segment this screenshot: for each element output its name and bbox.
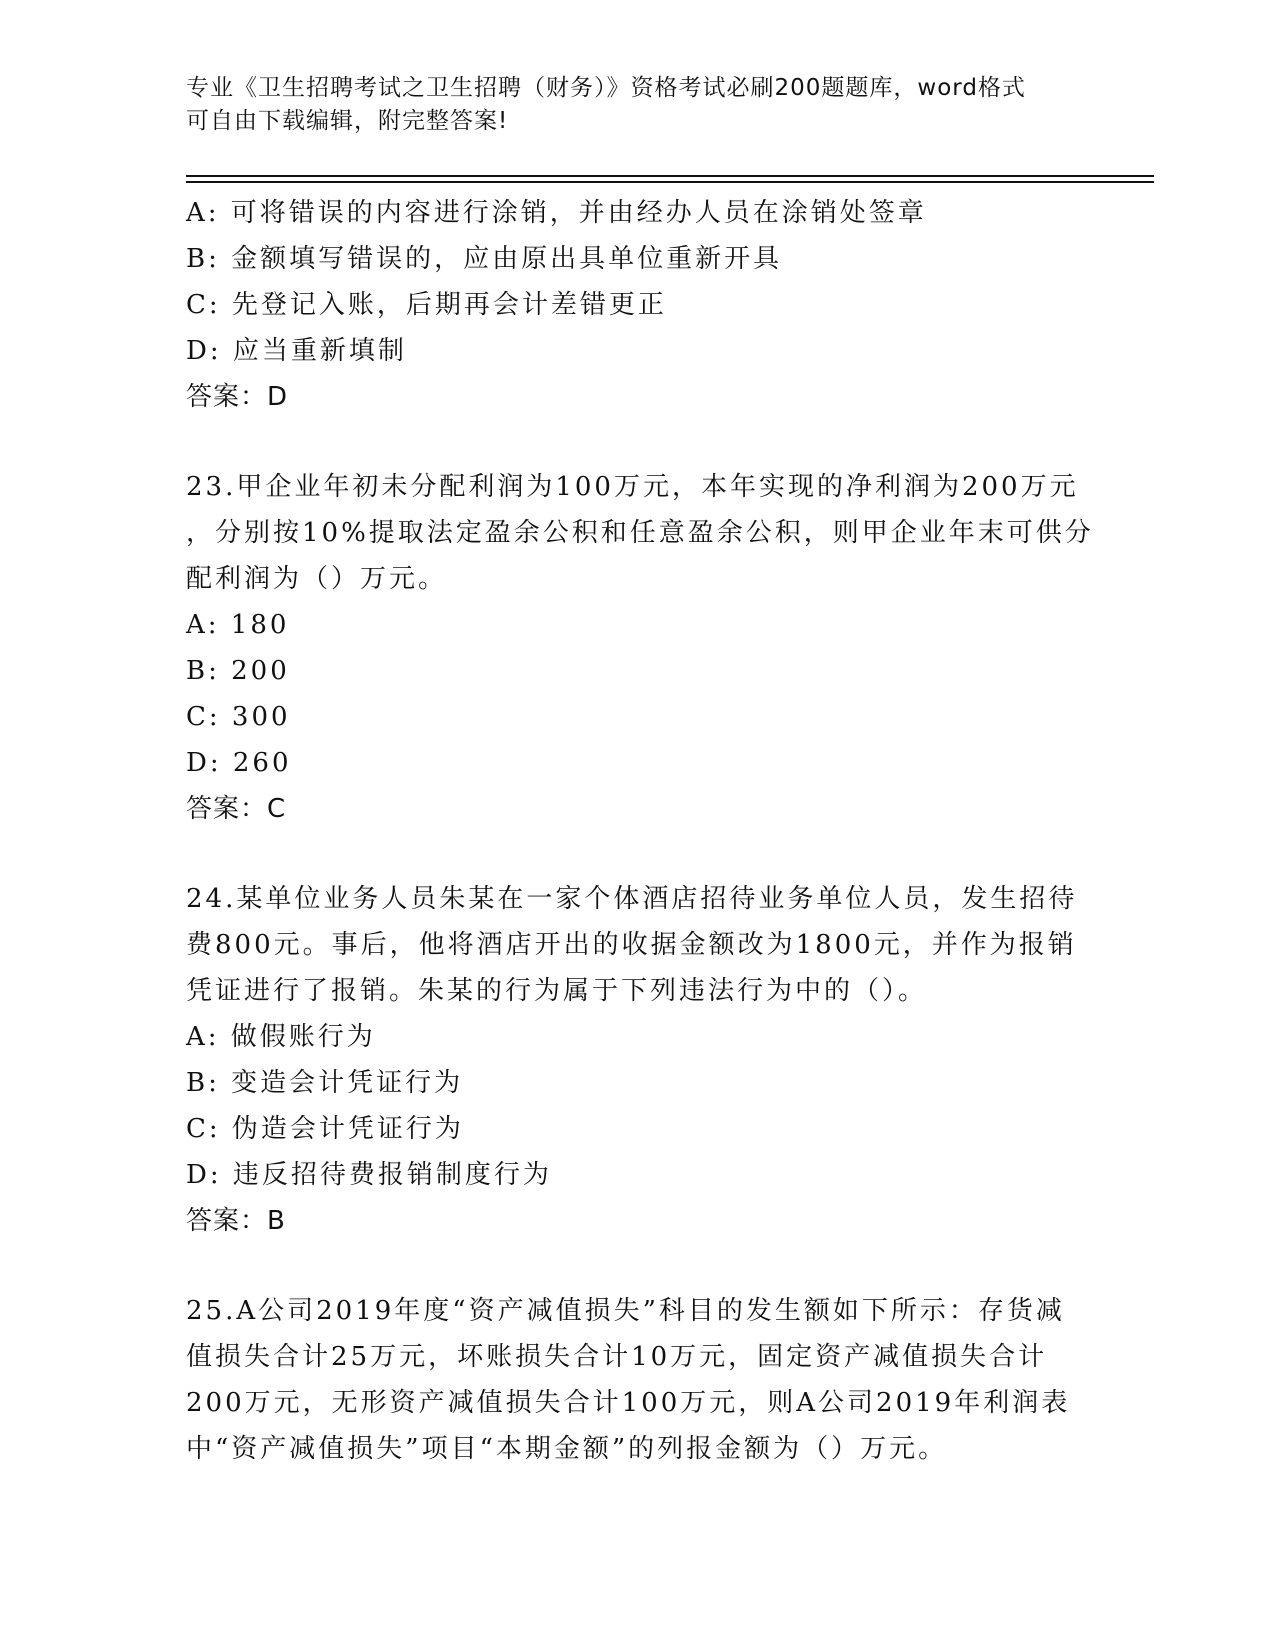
- q25-stem-line: 中“资产减值损失”项目“本期金额”的列报金额为（）万元。: [186, 1434, 948, 1464]
- document-header: [186, 72, 1086, 138]
- q25-stem: [186, 1288, 1086, 1472]
- q24-option-d: D: 违反招待费报销制度行为: [186, 1160, 552, 1190]
- q25-stem-line: 25.A公司2019年度“资产减值损失”科目的发生额如下所示：存货减: [186, 1296, 1065, 1326]
- header-line-1: 专业《卫生招聘考试之卫生招聘（财务）》资格考试必刷200题题库，word格式: [186, 75, 1026, 101]
- q22-option-c: C: 先登记入账，后期再会计差错更正: [186, 290, 667, 320]
- q24-option-c: C: 伪造会计凭证行为: [186, 1114, 464, 1144]
- q22-option-d: D: 应当重新填制: [186, 336, 407, 366]
- question-24: [186, 876, 1086, 1244]
- q24-stem: [186, 876, 1086, 1014]
- q23-answer: 答案：C: [186, 794, 287, 824]
- q23-option-c: C: 300: [186, 702, 291, 732]
- spacer: [186, 1244, 1086, 1288]
- header-divider-bottom: [186, 181, 1154, 183]
- q23-stem-line: 配利润为（）万元。: [186, 564, 448, 594]
- question-25: [186, 1288, 1086, 1472]
- header-divider-top: [186, 175, 1154, 177]
- question-content: [186, 190, 1094, 1472]
- q23-option-a: A: 180: [186, 610, 290, 640]
- q23-option-b: B: 200: [186, 656, 290, 686]
- q25-stem-line: 200万元，无形资产减值损失合计100万元，则A公司2019年利润表: [186, 1388, 1071, 1418]
- q23-stem-line: 23.甲企业年初未分配利润为100万元，本年实现的净利润为200万元: [186, 472, 1079, 502]
- header-line-2: 可自由下载编辑，附完整答案!: [186, 108, 509, 134]
- question-22: [186, 190, 1086, 420]
- q24-answer: 答案：B: [186, 1206, 286, 1236]
- q24-option-a: A: 做假账行为: [186, 1022, 376, 1052]
- q24-stem-line: 24.某单位业务人员朱某在一家个体酒店招待业务单位人员，发生招待: [186, 884, 1078, 914]
- q23-option-d: D: 260: [186, 748, 292, 778]
- q24-option-b: B: 变造会计凭证行为: [186, 1068, 464, 1098]
- spacer: [186, 420, 1086, 464]
- q22-answer: 答案：D: [186, 382, 289, 412]
- q25-stem-line: 值损失合计25万元，坏账损失合计10万元，固定资产减值损失合计: [186, 1342, 1048, 1372]
- q23-stem: [186, 464, 1094, 602]
- q22-option-b: B: 金额填写错误的，应由原出具单位重新开具: [186, 244, 783, 274]
- spacer: [186, 832, 1086, 876]
- q24-stem-line: 凭证进行了报销。朱某的行为属于下列违法行为中的（）。: [186, 976, 928, 1006]
- q22-option-a: A: 可将错误的内容进行涂销，并由经办人员在涂销处签章: [186, 198, 927, 228]
- q24-stem-line: 费800元。事后，他将酒店开出的收据金额改为1800元，并作为报销: [186, 930, 1077, 960]
- question-23: [186, 464, 1094, 832]
- q23-stem-line: ，分别按10%提取法定盈余公积和任意盈余公积，则甲企业年末可供分: [186, 518, 1094, 548]
